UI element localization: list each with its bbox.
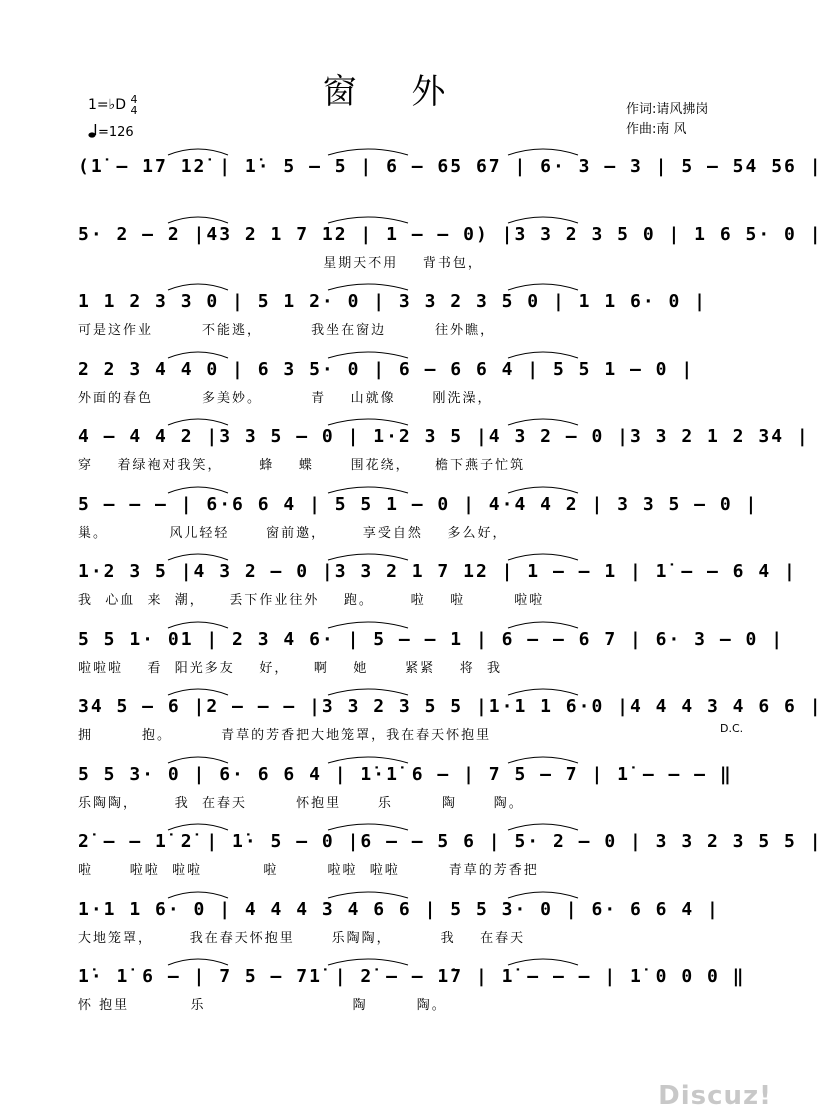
lyrics-line: 外面的春色 多美妙。 青 山就像 刚洗澡， — [78, 390, 493, 406]
lyricist: 作词:请风拂岗 — [626, 102, 709, 117]
notation-line: 5 5 3· 0 | 6· 6 6 4 | 1̇·1̇ 6 – | 7 5 – 7 | 1̇ – – – ‖ — [78, 763, 733, 785]
tempo-value: =126 — [98, 125, 134, 140]
score-row — [78, 484, 759, 550]
credits — [626, 100, 708, 140]
score-row — [78, 889, 748, 955]
score-row — [78, 281, 748, 347]
time-signature — [130, 94, 137, 116]
notation-line: 1 1 2 3 3 0 | 5 1 2· 0 | 3 3 2 3 5 0 | 1 1 6· 0 | — [78, 291, 708, 312]
score-row — [78, 416, 810, 482]
key-prefix: 1= — [88, 97, 109, 113]
lyrics-line: 星期天不用 背书包， — [78, 255, 483, 271]
song-title: 窗 外 — [322, 72, 468, 112]
lyrics-line — [78, 186, 738, 206]
lyrics-line: 我 心血 来 潮， 丢下作业往外 跑。 啦 啦 啦啦 — [78, 593, 545, 608]
beats-top: 4 — [130, 93, 138, 106]
notation-line: 34 5 – 6 |2 – – – |3 3 2 3 5 5 |1·1 1 6·0 |4 4 4 3 4 6 6 | — [78, 696, 823, 717]
notation-line: (1̇ – 17 12̇ | 1̇· 5 – 5 | 6 – 65 67 | 6· 3 – 3 | 5 – 54 56 | — [78, 156, 823, 177]
quarter-note-icon — [88, 124, 98, 138]
brand-watermark: Discuz! — [658, 1081, 772, 1111]
notation-line: 1·2 3 5 |4 3 2 – 0 |3 3 2 1 7 12 | 1 – – 1 | 1̇ – – 6 4 | — [78, 561, 797, 582]
score-row — [78, 349, 748, 415]
key-signature — [88, 94, 137, 116]
score-row — [78, 686, 823, 752]
lyrics-line: 穿 着绿袍对我笑， 蜂 蝶 围花绕， 檐下燕子忙筑 — [78, 458, 526, 473]
lyrics-line: 乐陶陶， 我 在春天 怀抱里 乐 陶 陶。 — [78, 795, 524, 811]
notation-line: 2̇ – – 1̇ 2̇ | 1̇· 5 – 0 |6 – – 5 6 | 5· 2 – 0 | 3 3 2 3 5 5 | — [78, 831, 823, 852]
composer: 作曲:南 风 — [626, 122, 687, 137]
notation-line: 5 – – – | 6·6 6 4 | 5 5 1 – 0 | 4·4 4 2 | 3 3 5 – 0 | — [78, 493, 759, 515]
notation-line: 2 2 3 4 4 0 | 6 3 5· 0 | 6 – 6 6 4 | 5 5 1 – 0 | — [78, 358, 695, 380]
score-row — [78, 956, 748, 1022]
score-row — [78, 551, 797, 617]
key-note: D — [115, 97, 127, 113]
notation-line: 4 – 4 4 2 |3 3 5 – 0 | 1·2 3 5 |4 3 2 – 0 |3 3 2 1 2 34 | — [78, 426, 810, 447]
lyrics-line: 可是这作业 不能逃， 我坐在窗边 往外瞧， — [78, 323, 496, 338]
score-row — [78, 146, 823, 212]
score-row — [78, 754, 748, 820]
lyrics-line: 啦 啦啦 啦啦 啦 啦啦 啦啦 青草的芳香把 — [78, 863, 539, 878]
score-row — [78, 214, 823, 280]
lyrics-line: 大地笼罩， 我在春天怀抱里 乐陶陶， 我 在春天 — [78, 930, 526, 946]
flat-sign: ♭ — [108, 97, 116, 113]
tempo-marking — [88, 124, 134, 140]
lyrics-line: 怀 抱里 乐 陶 陶。 — [78, 998, 447, 1013]
dc-mark: D.C. — [720, 722, 744, 735]
notation-line: 5· 2 – 2 |43 2 1 7 12 | 1 – – 0) |3 3 2 3 5 0 | 1 6 5· 0 | — [78, 223, 823, 245]
notation-line: 1·1 1 6· 0 | 4 4 4 3 4 6 6 | 5 5 3· 0 | 6· 6 6 4 | — [78, 898, 720, 920]
lyrics-line: 啦啦啦 看 阳光多友 好， 啊 她 紧紧 将 我 — [78, 660, 502, 676]
notation-line: 5 5 1· 01 | 2 3 4 6· | 5 – – 1 | 6 – – 6 7 | 6· 3 – 0 | — [78, 628, 785, 650]
notation-line: 1̇· 1̇ 6 – | 7 5 – 71̇ | 2̇ – – 1̇7 | 1̇ – – – | 1̇ 0 0 0 ‖ — [78, 966, 746, 987]
score-row — [78, 619, 785, 685]
lyrics-line: 拥 抱。 青草的芳香把大地笼罩，我在春天怀抱里 — [78, 728, 492, 743]
lyrics-line: 巢。 风儿轻轻 窗前邀， 享受自然 多么好， — [78, 525, 508, 541]
score-row — [78, 821, 823, 887]
beats-bottom: 4 — [130, 104, 138, 117]
